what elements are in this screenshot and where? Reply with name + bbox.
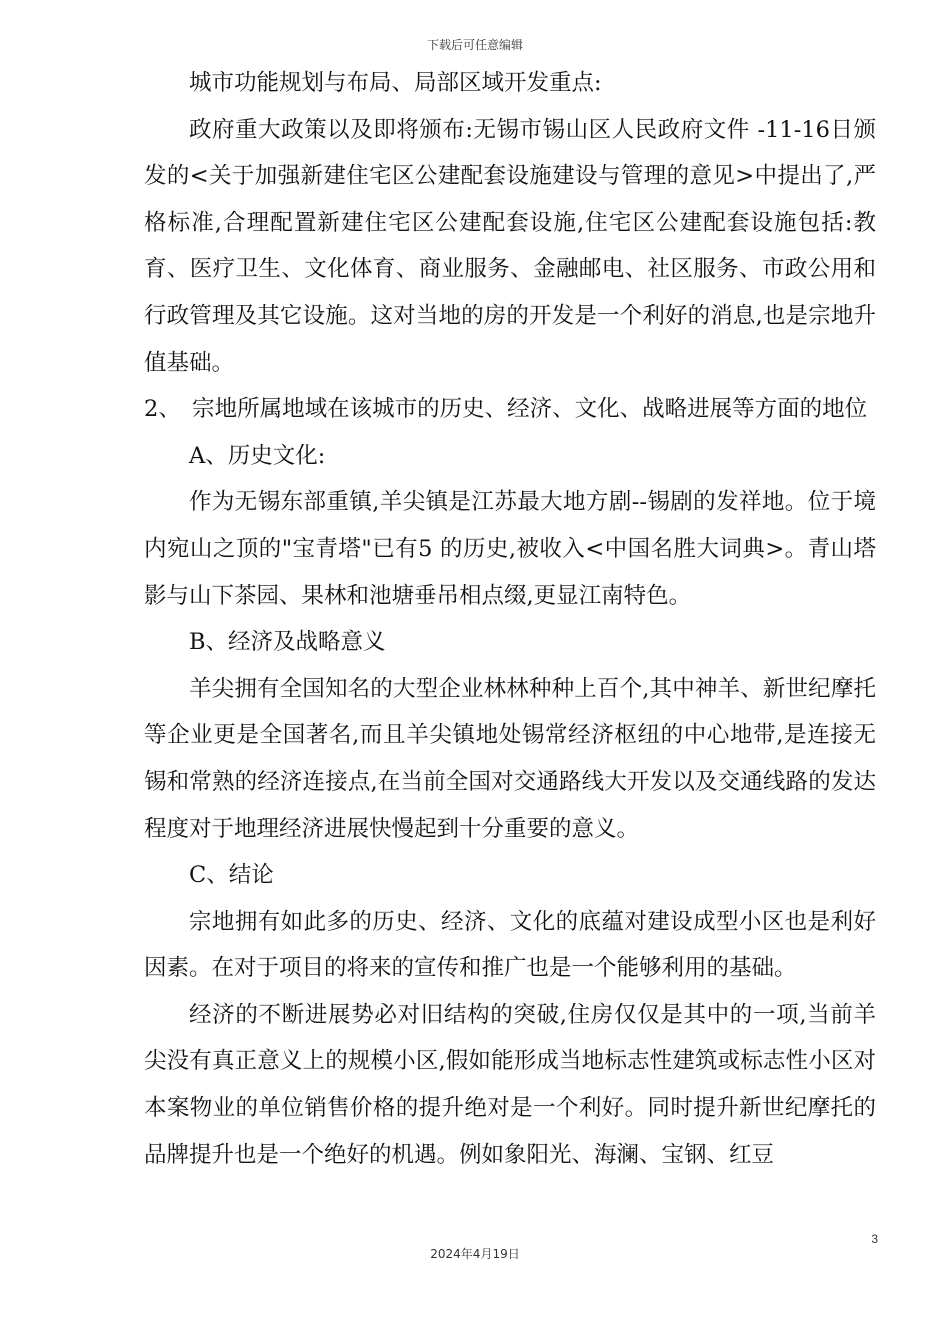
subheading-history-culture: A、历史文化:: [189, 442, 326, 469]
paragraph-development: 经济的不断进展势必对旧结构的突破,住房仅仅是其中的一项,当前羊尖没有真正意义上的规模小区,假如能形成当地标志性建筑或标志性小区对本案物业的单位销售价格的提升绝对是一个利好。同时提升新世纪摩托的品牌提升也是一个绝好的机遇。例如象阳光、海澜、宝钢、红豆: [144, 1001, 876, 1168]
paragraph-economy-strategy: 羊尖拥有全国知名的大型企业林林种种上百个,其中神羊、新世纪摩托等企业更是全国著名,而且羊尖镇地处锡常经济枢纽的中心地带,是连接无锡和常熟的经济连接点,在当前全国对交通路线大开发以及交通线路的发达程度对于地理经济进展快慢起到十分重要的意义。: [144, 675, 876, 842]
paragraph-city-planning: 城市功能规划与布局、局部区域开发重点:: [189, 70, 602, 96]
section-heading-2: 2、 宗地所属地域在该城市的历史、经济、文化、战略进展等方面的地位: [144, 396, 868, 423]
paragraph-conclusion: 宗地拥有如此多的历史、经济、文化的底蕴对建设成型小区也是利好因素。在对于项目的将来的宣传和推广也是一个能够利用的基础。: [144, 908, 876, 982]
document-body: [144, 60, 876, 1178]
paragraph-government-policy: 政府重大政策以及即将颁布:无锡市锡山区人民政府文件 -11-16日颁发的<关于加强新建住宅区公建配套设施建设与管理的意见>中提出了,严格标准,合理配置新建住宅区公建配套设施,住宅区公建配套设施包括:教育、医疗卫生、文化体育、商业服务、金融邮电、社区服务、市政公用和行政管理及其它设施。这对当地的房的开发是一个利好的消息,也是宗地升值基础。: [144, 116, 876, 376]
page-footer-date: 2024年4月19日: [430, 1247, 520, 1261]
paragraph-history-culture: 作为无锡东部重镇,羊尖镇是江苏最大地方剧--锡剧的发祥地。位于境内宛山之顶的"宝青塔"已有5 的历史,被收入<中国名胜大词典>。青山塔影与山下茶园、果林和池塘垂吊相点缀,更显江南特色。: [144, 489, 876, 609]
page-number: 3: [871, 1232, 878, 1246]
page-header: 下载后可任意编辑: [426, 38, 523, 52]
subheading-conclusion: C、结论: [189, 862, 274, 889]
subheading-economy-strategy: B、经济及战略意义: [189, 629, 386, 656]
